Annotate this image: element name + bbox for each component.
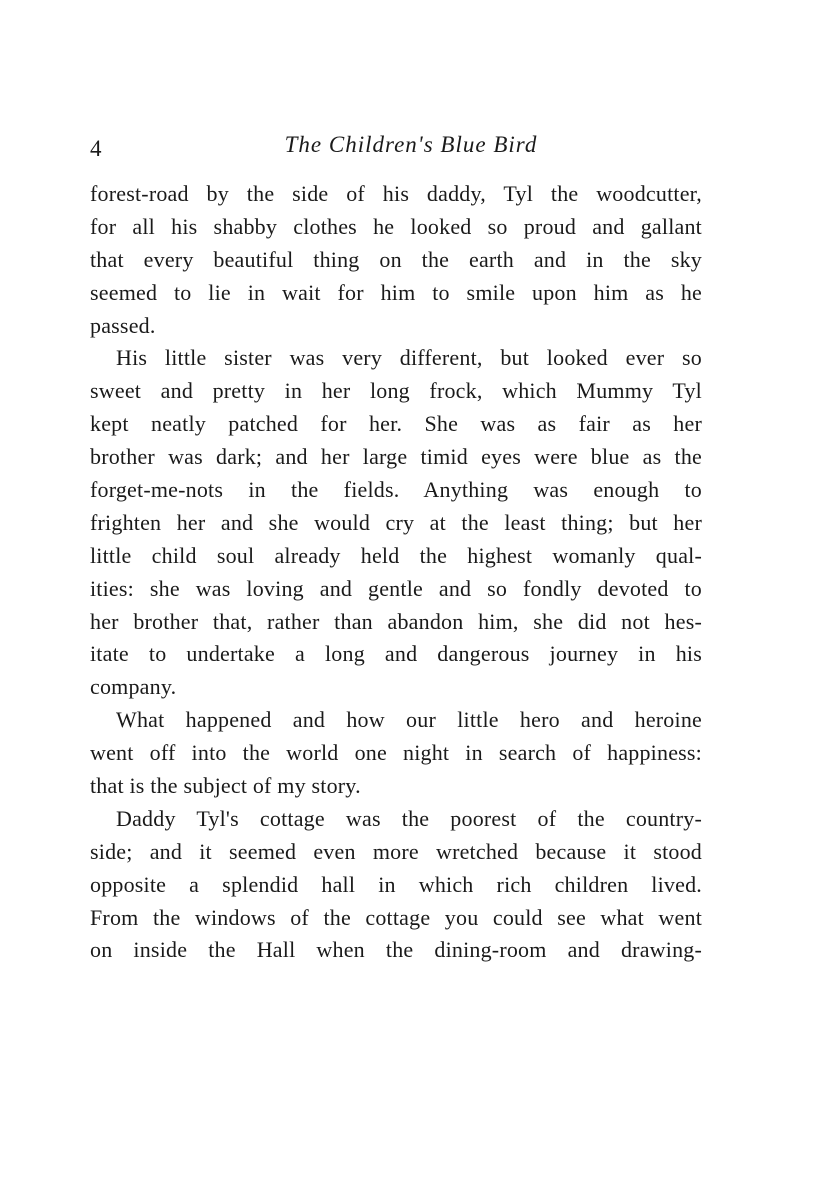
text-line: What happened and how our little hero and heroine <box>116 707 702 733</box>
text-line: company. <box>90 674 177 700</box>
text-line: forest-road by the side of his daddy, Tyl the woodcutter, <box>90 181 702 206</box>
paragraph <box>90 803 702 967</box>
text-line: that is the subject of my story. <box>90 773 361 799</box>
text-line: His little sister was very different, but looked ever so <box>116 345 702 371</box>
text-line: side; and it seemed even more wretched because it stood <box>90 838 702 864</box>
text-line: her brother that, rather than abandon him, she did not hes- <box>90 608 702 634</box>
page-header <box>90 130 702 164</box>
text-line: forget-me-nots in the fields. Anything was enough to <box>90 477 702 503</box>
paragraph <box>90 178 702 342</box>
text-line: opposite a splendid hall in which rich children lived. <box>90 871 702 897</box>
text-line: on inside the Hall when the dining-room and drawing- <box>90 937 702 963</box>
text-line: From the windows of the cottage you could see what went <box>90 904 702 930</box>
text-line: that every beautiful thing on the earth and in the sky <box>90 246 702 272</box>
paragraph <box>90 342 702 704</box>
text-line: went off into the world one night in search of happiness: <box>90 740 702 766</box>
text-line: little child soul already held the highest womanly qual- <box>90 542 702 568</box>
text-line: brother was dark; and her large timid eyes were blue as the <box>90 444 702 470</box>
text-line: Daddy Tyl's cottage was the poorest of the country- <box>116 805 702 831</box>
body-text <box>90 178 702 967</box>
paragraph <box>90 704 702 803</box>
running-title: The Children's Blue Bird <box>284 132 538 157</box>
page-number: 4 <box>90 136 102 161</box>
text-line: seemed to lie in wait for him to smile upon him as he <box>90 279 702 305</box>
text-line: kept neatly patched for her. She was as fair as her <box>90 411 702 437</box>
text-line: sweet and pretty in her long frock, which Mummy Tyl <box>90 378 702 404</box>
text-line: itate to undertake a long and dangerous journey in his <box>90 641 702 667</box>
text-line: passed. <box>90 312 156 338</box>
text-line: frighten her and she would cry at the least thing; but her <box>90 509 702 535</box>
text-line: for all his shabby clothes he looked so proud and gallant <box>90 213 702 239</box>
text-line: ities: she was loving and gentle and so fondly devoted to <box>90 575 702 601</box>
